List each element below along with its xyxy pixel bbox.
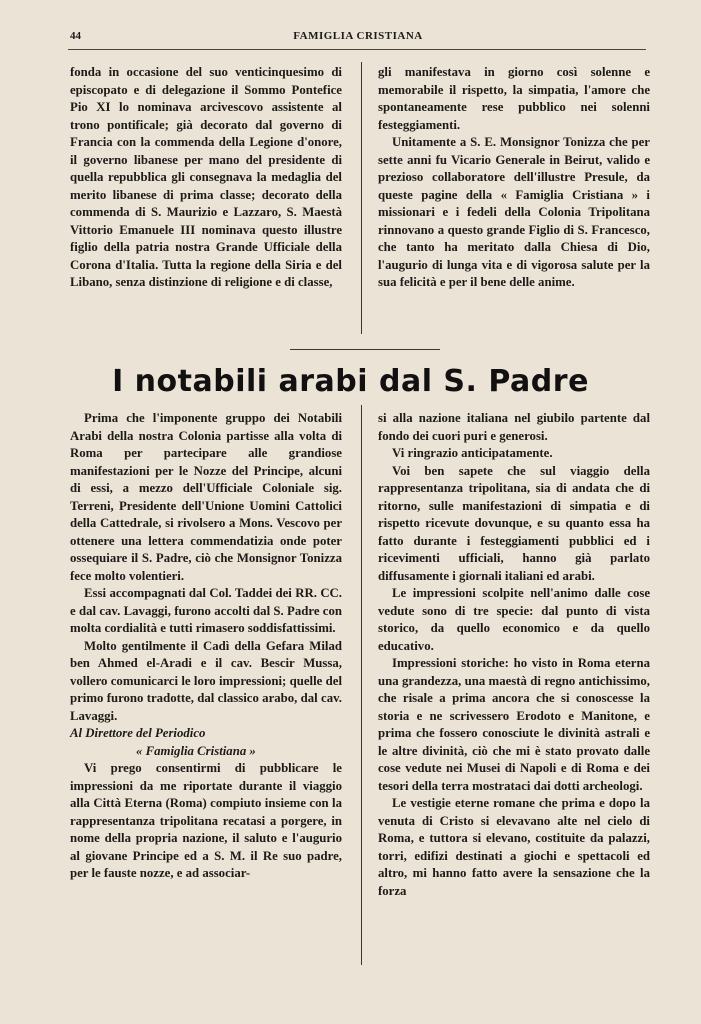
paragraph: Unitamente a S. E. Monsignor Tonizza che per sette anni fu Vicario Generale in Beirut, valido e prezioso collaboratore dell'illustre Presule, da queste pagine della « Famiglia Cristiana » i missionari e i fedeli della Colonia Tripolitana rinnovano a questo grande Figlio di S. Francesco, che tanto ha meritato dalla Chiesa di Dio, l'augurio di lunga vita e di vigorosa salute per la sua felicità e per il bene delle anime.: [378, 135, 650, 289]
paragraph: Impressioni storiche: ho visto in Roma eterna una grandezza, una maestà di regno antichissimo, che risale a prima ancora che si conoscesse la storia e ne scrivessero Erodoto e Manitone, e prima che fossero conosciute le divinità astrali e le altre divinità, ciò che mi è stato provato dalle cose vedute nei Musei di Napoli e di Roma e dei tesori della terra mostrataci dai dotti archeologi.: [378, 656, 650, 793]
top-left-column: [70, 64, 342, 292]
paragraph: Le impressioni scolpite nell'animo dalle cose vedute sono di tre specie: dal punto di vista storico, da quello economico e da quello educativo.: [378, 586, 650, 653]
paragraph: Voi ben sapete che sul viaggio della rappresentanza tripolitana, sia di andata che di ritorno, sulle manifestazioni di simpatia e di rispetto ricevute dovunque, e su quanto essa ha fatto durante i festeggiamenti pubblici ed i ricevimenti ufficiali, hanno già parlato diffusamente i giornali italiani ed arabi.: [378, 463, 650, 583]
paragraph: fonda in occasione del suo venticinquesimo di episcopato e di delegazione il Sommo Pontefice Pio XI lo nominava arcivescovo assistente al trono pontificale; già decorato dal governo di Francia con la commenda della Legione d'onore, il governo libanese per mano del presidente di quella repubblica gli consegnava la medaglia del merito libanese di prima classe; decorato della commenda di S. Maurizio e Lazzaro, S. Maestà Vittorio Emanuele III nominava questo illustre figlio della patria nostra Grande Ufficiale della Corona d'Italia. Tutta la regione della Siria e del Libano, senza distinzione di religione e di classe,: [70, 65, 342, 289]
magazine-title: FAMIGLIA CRISTIANA: [293, 30, 423, 42]
page-number: 44: [70, 30, 81, 42]
bottom-right-column: [378, 410, 650, 900]
title-rule: [290, 349, 440, 350]
top-right-column: [378, 64, 650, 292]
bottom-left-column: [70, 410, 342, 883]
paragraph: Essi accompagnati dal Col. Taddei dei RR. CC. e dal cav. Lavaggi, furono accolti dal S. Padre con molta cordialità e tutti rimasero soddisfattissimi.: [70, 586, 342, 635]
paragraph: Le vestigie eterne romane che prima e dopo la venuta di Cristo si elevavano alte nel cielo di Roma, e tuttora si elevano, costituite da palazzi, torri, edifizi destinati a giochi e spettacoli ed altro, mi hanno fatto avere la sensazione che la forza: [378, 796, 650, 898]
paragraph: Molto gentilmente il Cadì della Gefara Milad ben Ahmed el-Aradi e il cav. Bescir Mussa, vollero comunicarci le loro impressioni; quelle del primo furono tradotte, dal classico arabo, dal cav. Lavaggi.: [70, 638, 342, 723]
article-title: I notabili arabi dal S. Padre: [112, 364, 589, 399]
paragraph: gli manifestava in giorno così solenne e memorabile il rispetto, la simpatia, l'amore che spontaneamente rese pubblico nei solenni festeggiamenti.: [378, 65, 650, 132]
letter-addressee-publication: « Famiglia Cristiana »: [136, 743, 256, 758]
header-rule: [68, 49, 646, 50]
paragraph: Prima che l'imponente gruppo dei Notabili Arabi della nostra Colonia partisse alla volta di Roma per partecipare alle grandiose manifestazioni per le Nozze del Principe, alcuni di essi, a mezzo dell'Ufficiale Coloniale sig. Terreni, Presidente dell'Unione Uomini Cattolici della Cattedrale, si rivolsero a Mons. Vescovo per ottenere una lettera commendatizia onde poter ossequiare il S. Padre, ciò che Monsignor Tonizza fece molto volentieri.: [70, 411, 342, 583]
letter-addressee: Al Direttore del Periodico: [70, 726, 206, 740]
column-divider-bottom: [361, 405, 362, 965]
paragraph: si alla nazione italiana nel giubilo partente dal fondo dei cuori puri e generosi.: [378, 411, 650, 443]
running-header: [70, 30, 646, 46]
paragraph: Vi prego consentirmi di pubblicare le impressioni da me riportate durante il viaggio alla Città Eterna (Roma) compiuto insieme con la rappresentanza tripolitana recatasi a porgere, in nome della propria nazione, il saluto e l'augurio al giovane Principe ed a S. M. il Re suo padre, per le fauste nozze, e ad associar-: [70, 761, 342, 880]
column-divider-top: [361, 62, 362, 334]
paragraph: Vi ringrazio anticipatamente.: [392, 446, 553, 460]
